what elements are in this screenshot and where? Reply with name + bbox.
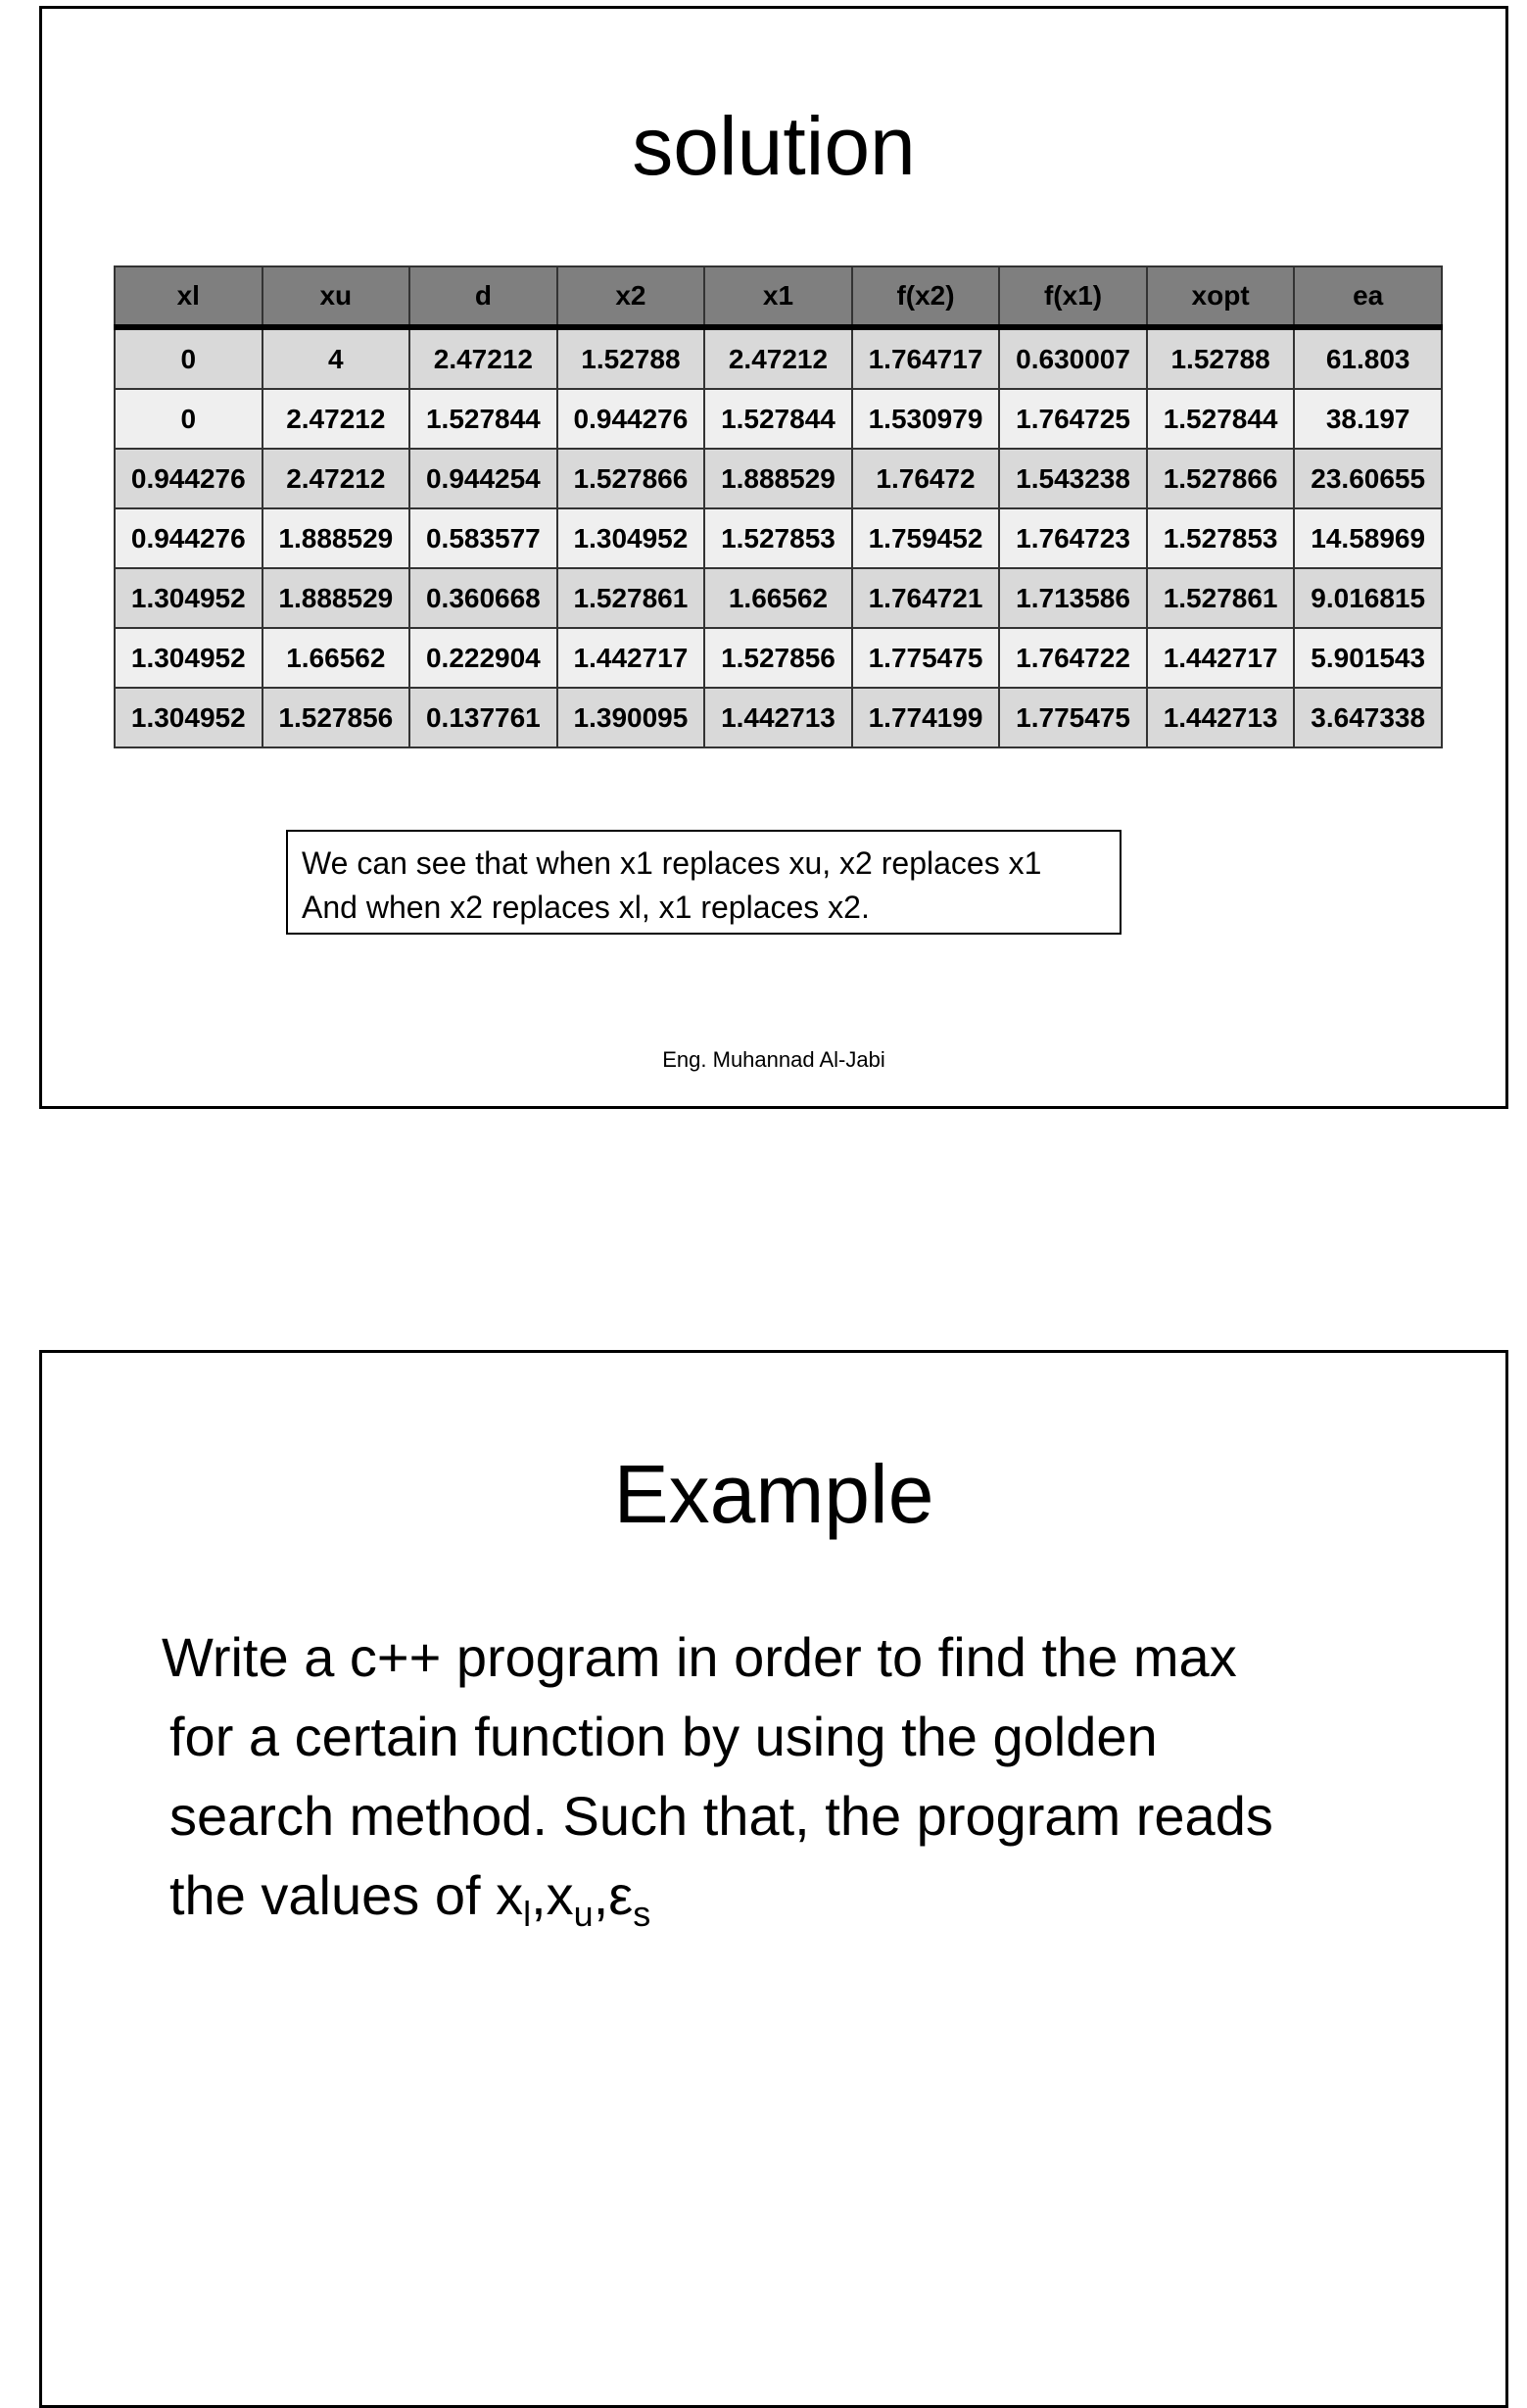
table-cell: 1.775475 <box>852 628 1000 688</box>
slide-title: Example <box>613 1448 934 1540</box>
body-line-3: search method. Such that, the program reads <box>169 1785 1273 1847</box>
var-x: x <box>546 1864 574 1926</box>
table-cell: 1.304952 <box>115 688 262 747</box>
example-body <box>162 1617 1423 1935</box>
separator: , <box>531 1864 547 1926</box>
table-row <box>115 508 1442 568</box>
table-cell: 14.58969 <box>1294 508 1442 568</box>
separator: , <box>593 1864 609 1926</box>
table-cell: 1.527844 <box>704 389 852 449</box>
table-row <box>115 688 1442 747</box>
table-cell: 1.530979 <box>852 389 1000 449</box>
note-line-1: We can see that when x1 replaces xu, x2 replaces x1 <box>302 845 1042 881</box>
table-row <box>115 327 1442 389</box>
table-cell: 2.47212 <box>704 327 852 389</box>
table-cell: 1.774199 <box>852 688 1000 747</box>
table-cell: 38.197 <box>1294 389 1442 449</box>
slide-solution <box>39 6 1508 1109</box>
table-cell: 9.016815 <box>1294 568 1442 628</box>
table-cell: 0.583577 <box>409 508 557 568</box>
table-cell: 1.304952 <box>557 508 705 568</box>
table-row <box>115 389 1442 449</box>
table-cell: 1.713586 <box>999 568 1147 628</box>
table-cell: 1.527866 <box>1147 449 1295 508</box>
slide-footer: Eng. Muhannad Al-Jabi <box>662 1047 885 1072</box>
table-cell: 1.888529 <box>262 508 410 568</box>
var-epsilon: ε <box>608 1864 634 1926</box>
column-header: xopt <box>1147 266 1295 327</box>
var-x-sub-u: u <box>573 1894 594 1934</box>
table-cell: 4 <box>262 327 410 389</box>
table-cell: 1.543238 <box>999 449 1147 508</box>
table-cell: 1.527861 <box>557 568 705 628</box>
table-cell: 1.527856 <box>262 688 410 747</box>
table-cell: 1.764717 <box>852 327 1000 389</box>
table-cell: 0 <box>115 327 262 389</box>
body-line-2: for a certain function by using the golden <box>169 1706 1158 1767</box>
table-cell: 0.944254 <box>409 449 557 508</box>
var-x: x <box>496 1864 524 1926</box>
table-cell: 1.66562 <box>704 568 852 628</box>
table-cell: 1.527853 <box>1147 508 1295 568</box>
table-cell: 0.944276 <box>557 389 705 449</box>
body-line-4 <box>169 1855 1423 1935</box>
table-row <box>115 568 1442 628</box>
column-header: f(x2) <box>852 266 1000 327</box>
table-cell: 61.803 <box>1294 327 1442 389</box>
column-header: x1 <box>704 266 852 327</box>
table-cell: 3.647338 <box>1294 688 1442 747</box>
body-line-4-prefix: the values of <box>169 1864 497 1926</box>
column-header: f(x1) <box>999 266 1147 327</box>
table-cell: 1.390095 <box>557 688 705 747</box>
table-cell: 0.222904 <box>409 628 557 688</box>
table-cell: 1.304952 <box>115 568 262 628</box>
table-cell: 1.527853 <box>704 508 852 568</box>
table-cell: 0 <box>115 389 262 449</box>
table-cell: 1.304952 <box>115 628 262 688</box>
table-header-row <box>115 266 1442 327</box>
column-header: ea <box>1294 266 1442 327</box>
table-row <box>115 628 1442 688</box>
table-cell: 1.527866 <box>557 449 705 508</box>
column-header: x2 <box>557 266 705 327</box>
table-cell: 0.944276 <box>115 449 262 508</box>
column-header: xl <box>115 266 262 327</box>
table-cell: 1.775475 <box>999 688 1147 747</box>
table-cell: 0.137761 <box>409 688 557 747</box>
table-cell: 0.944276 <box>115 508 262 568</box>
slide-title: solution <box>632 100 916 192</box>
table-cell: 1.442717 <box>1147 628 1295 688</box>
table-cell: 1.764721 <box>852 568 1000 628</box>
table-cell: 1.527861 <box>1147 568 1295 628</box>
table-cell: 2.47212 <box>409 327 557 389</box>
table-cell: 1.759452 <box>852 508 1000 568</box>
table-cell: 1.442713 <box>704 688 852 747</box>
note-line-2: And when x2 replaces xl, x1 replaces x2. <box>302 890 870 925</box>
table-cell: 1.888529 <box>262 568 410 628</box>
table-cell: 1.52788 <box>557 327 705 389</box>
table-cell: 2.47212 <box>262 449 410 508</box>
var-epsilon-sub-s: s <box>633 1894 651 1934</box>
table-cell: 0.360668 <box>409 568 557 628</box>
table-cell: 23.60655 <box>1294 449 1442 508</box>
slide-example <box>39 1350 1508 2408</box>
table-cell: 1.442717 <box>557 628 705 688</box>
table-cell: 1.52788 <box>1147 327 1295 389</box>
table-cell: 1.764725 <box>999 389 1147 449</box>
table-cell: 5.901543 <box>1294 628 1442 688</box>
column-header: d <box>409 266 557 327</box>
table-cell: 1.442713 <box>1147 688 1295 747</box>
table-row <box>115 449 1442 508</box>
table-cell: 0.630007 <box>999 327 1147 389</box>
table-cell: 1.764723 <box>999 508 1147 568</box>
table-cell: 1.527856 <box>704 628 852 688</box>
column-header: xu <box>262 266 410 327</box>
golden-search-table <box>114 265 1443 748</box>
table-cell: 1.527844 <box>1147 389 1295 449</box>
table-cell: 1.527844 <box>409 389 557 449</box>
table-cell: 1.888529 <box>704 449 852 508</box>
var-x-sub-l: l <box>523 1894 532 1934</box>
table-cell: 2.47212 <box>262 389 410 449</box>
note-box <box>286 830 1121 935</box>
table-cell: 1.76472 <box>852 449 1000 508</box>
body-line-1: Write a c++ program in order to find the max <box>162 1626 1237 1688</box>
table-cell: 1.764722 <box>999 628 1147 688</box>
table-cell: 1.66562 <box>262 628 410 688</box>
